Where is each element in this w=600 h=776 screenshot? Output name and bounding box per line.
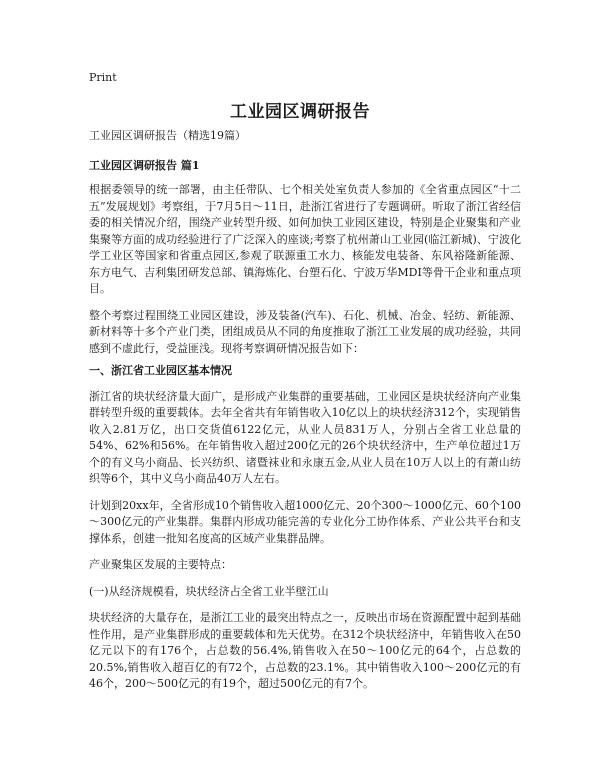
paragraph: 根据委领导的统一部署，由主任带队、七个相关处室负责人参加的《全省重点园区“十二五”发展规划》考察组，于7月5日～11日，赴浙江省进行了专题调研。听取了浙江省经信委的相关情况介绍，围绕产业转型升级、如何加快工业园区建设，特别是企业聚集和产业集聚等方面的成功经验进行了广泛深入的座谈;考察了杭州萧山工业园(临江新城)、宁波化学工业区等国家和省重点园区,参观了联源重工水力、核能发电装备、东风裕隆新能源、东方电气、吉利集团研发总部、镇海炼化、台塑石化、宁波万华MDI等骨干企业和重点项目。 — [89, 183, 521, 295]
page-title: 工业园区调研报告 — [230, 102, 370, 122]
paragraph: 计划到20xx年，全省形成10个销售收入超1000亿元、20个300～1000亿元、60个100～300亿元的产业集群。集群内形成功能完善的专业化分工协作体系、产业公共平台和支撑体系，创建一批知名度高的区域产业集群品牌。 — [89, 498, 521, 545]
paragraph: 整个考察过程围绕工业园区建设，涉及装备(汽车)、石化、机械、冶金、轻纺、新能源、新材料等十多个产业门类，团组成员从不同的角度推取了浙江工业发展的成功经验，共同感到不虚此行，受益匪浅。现将考察调研情况报告如下： — [89, 308, 521, 355]
heading-basic-situation: 一、浙江省工业园区基本情况 — [89, 364, 232, 377]
subheading-economic-scale: (一)从经济规模看，块状经济占全省工业半壁江山 — [89, 584, 329, 598]
paragraph: 浙江省的块状经济量大面广，是形成产业集群的重要基础，工业园区是块状经济向产业集群转型升级的重要载体。去年全省共有年销售收入10亿以上的块状经济312个，实现销售收入2.81万亿，出口交货值6122亿元，从业人员831万人，分别占全省工业总量的54%、62%和56%。在年销售收入超过200亿元的26个块状经济中，生产单位超过1万个的有义乌小商品、长兴纺织、诸暨袜业和永康五金,从业人员在10万人以上的有萧山纺织等6个，其中义乌小商品40万人左右。 — [89, 389, 521, 485]
paragraph: 产业聚集区发展的主要特点： — [89, 558, 232, 571]
print-link[interactable]: Print — [89, 71, 117, 84]
document-body — [89, 128, 521, 703]
document-subtitle: 工业园区调研报告（精选19篇） — [89, 129, 246, 142]
section-heading: 工业园区调研报告 篇1 — [89, 158, 200, 172]
paragraph: 块状经济的大量存在，是浙江工业的最突出特点之一，反映出市场在资源配置中起到基础性作用，是产业集群形成的重要载体和先天优势。在312个块状经济中，年销售收入在50亿元以下的有176个，占总数的56.4%,销售收入在50～100亿元的64个，占总数的20.5%,销售收入超百亿的有72个，占总数的23.1%。其中销售收入100～200亿元的有46个，200～500亿元的有19个，超过500亿元的有7个。 — [89, 611, 521, 690]
